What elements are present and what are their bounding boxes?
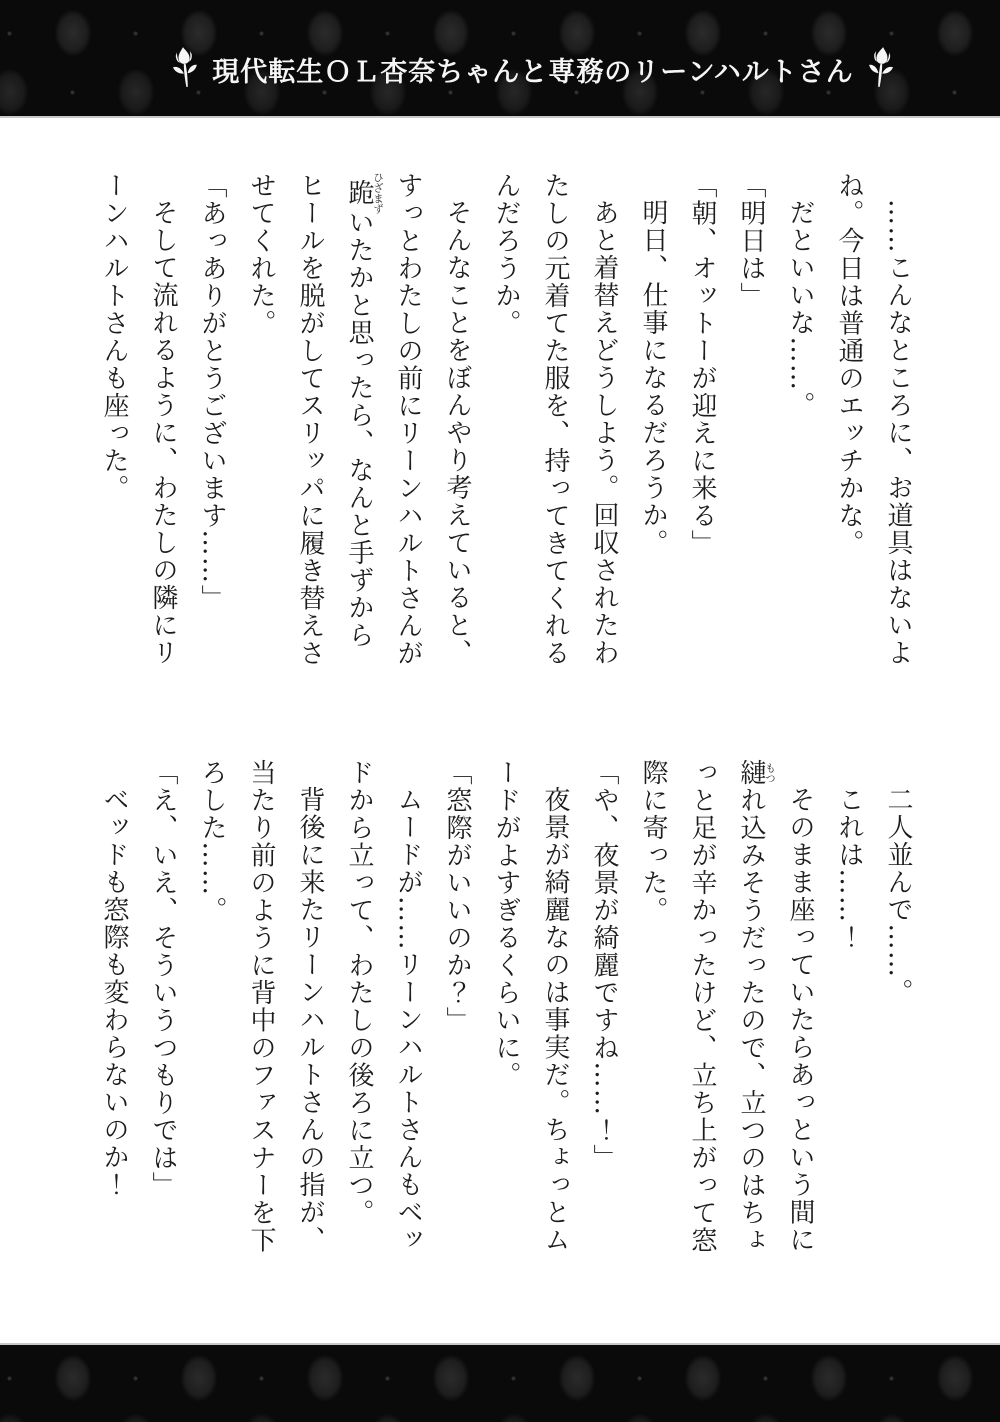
paragraph: 「窓際がいいのか？」 bbox=[442, 759, 472, 1034]
paragraph: 「朝、オットーが迎えに来る」 bbox=[687, 172, 717, 557]
paragraph: 「え、いえ、そういうつもりでは」 bbox=[148, 759, 178, 1199]
paragraph: 夜景が綺麗なのは事実だ。ちょっとムードがよすぎるくらいに。 bbox=[491, 759, 570, 1254]
ruby-annotated-kanji: 縺もつ bbox=[736, 759, 776, 787]
paragraph: 「明日は」 bbox=[736, 172, 766, 310]
paragraph: だといいな……。 bbox=[785, 199, 815, 419]
title-row bbox=[33, 46, 1000, 92]
paragraph: 背後に来たリーンハルトさんの指が、当たり前のように背中のファスナーを下ろした……。 bbox=[197, 759, 325, 1254]
paragraph: そんなことをぼんやり考えていると、すっとわたしの前にリーンハルトさんが跪ひざまずいたかと思ったら、なんと手ずからヒールを脱がしてスリッパに履き替えさせてくれた。 bbox=[246, 172, 472, 667]
flower-sprig-icon bbox=[866, 46, 896, 92]
paragraph: そのまま座っていたらあっという間に縺もつれ込みそうだったので、立つのはちょっと足が辛かったけど、立ち上がって窓際に寄った。 bbox=[638, 759, 815, 1254]
text-block-bottom bbox=[82, 759, 922, 1256]
header-band bbox=[0, 0, 1000, 118]
flower-sprig-icon bbox=[170, 46, 200, 92]
paragraph: 明日、仕事になるだろうか。 bbox=[638, 199, 668, 557]
paragraph: 「あっありがとうございます……」 bbox=[197, 172, 227, 612]
footer-band bbox=[0, 1343, 1000, 1422]
paragraph: 二人並んで……。 bbox=[883, 786, 913, 1006]
paragraph: ムードが……リーンハルトさんもベッドから立って、わたしの後ろに立つ。 bbox=[344, 759, 423, 1254]
paragraph: これは……！ bbox=[834, 786, 864, 951]
ruby-annotated-kanji: 跪ひざまず bbox=[344, 172, 384, 214]
page-title: 現代転生ＯＬ杏奈ちゃんと専務のリーンハルトさん bbox=[212, 56, 854, 88]
paragraph: あと着替えどうしよう。回収されたわたしの元着てた服を、持ってきてくれるんだろうか。 bbox=[491, 172, 619, 667]
paragraph: ベッドも窓際も変わらないのか！ bbox=[99, 786, 129, 1199]
paragraph: ……こんなところに、お道具はないよね。今日は普通のエッチかな。 bbox=[834, 172, 913, 667]
paragraph: 「や、夜景が綺麗ですね……！」 bbox=[589, 759, 619, 1172]
paragraph: そして流れるように、わたしの隣にリーンハルトさんも座った。 bbox=[99, 172, 178, 667]
text-block-top bbox=[82, 172, 922, 669]
